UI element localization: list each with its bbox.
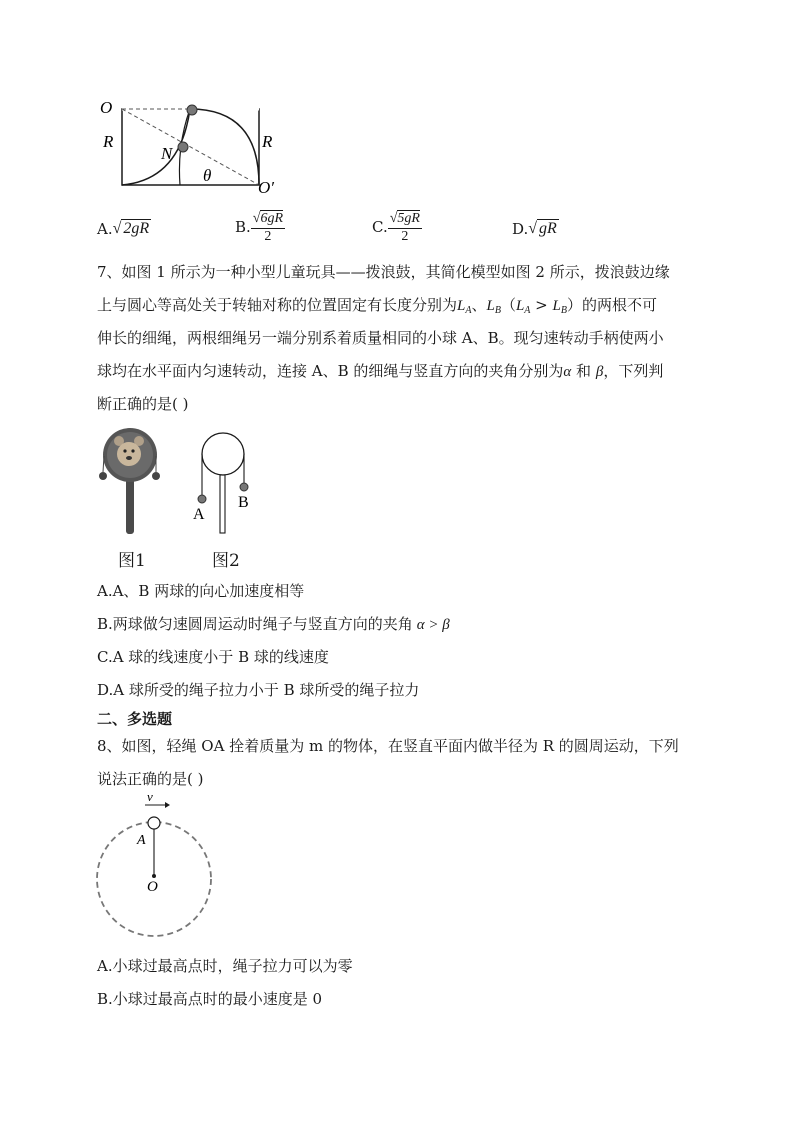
q7-LA: L [457,298,466,314]
q6-option-a-value: √ 2gR [112,220,150,237]
q6-option-c-frac: $\frac{√5gR}{2}$ [389,210,420,244]
fig1-bear-eye-right [131,449,134,452]
fig2-handle [220,475,225,533]
q7-option-b-text: B.两球做匀速圆周运动时绳子与竖直方向的夹角 [97,615,413,633]
q8-label-v: v [147,792,153,804]
fig6-diagonal [122,109,259,185]
q7-LA-sub: A [465,305,472,316]
q7-line-2-tail: 的两根不可 [581,296,657,314]
fig2-ball-a [198,495,206,503]
q7-line-4-tail: ，下列判 [603,362,664,380]
fig2-label-A: A [193,506,205,523]
q6-option-d [512,215,559,243]
q6-option-b-den: 2 [264,228,272,244]
q7-line-2-text: 上与圆心等高处关于转轴对称的位置固定有长度分别为 [97,296,458,314]
q6-option-c [372,206,422,248]
q7-LB: L [486,298,495,314]
fig6-ball-N [178,142,188,152]
q8-option-b: B.小球过最高点时的最小速度是 0 [97,990,323,1008]
fig1-handle [126,474,134,534]
q6-figure [95,95,305,200]
q6-option-c-num: 5gR [397,210,420,226]
q7-paren-close: ） [566,296,582,314]
q8-figure [95,792,215,942]
q7-line-1: 7、如图 1 所示为一种小型儿童玩具——拨浪鼓，其简化模型如图 2 所示，拨浪鼓边缘 [97,263,670,281]
fig6-label-Oprime: O′ [258,178,274,197]
q8-option-a: A.小球过最高点时，绳子拉力可以为零 [97,957,353,975]
q8-center-dot [152,874,156,878]
q6-option-b-frac: $\frac{√6gR}{2}$ [252,210,284,244]
fig1-bear-eye-left [123,449,126,452]
q7-LA-sub-2: A [524,305,531,316]
q7-option-a: A.A、B 两球的向心加速度相等 [97,582,305,600]
fig1-bear-face [117,442,141,466]
q7-line-5: 断正确的是( ) [97,395,189,413]
fig2-ball-b [240,483,248,491]
q7-paren-open: （ [500,296,516,314]
fig6-arc-right [190,109,259,185]
q8-ball [148,817,160,829]
q7-LA-2: L [515,298,525,314]
fig1-bead-left [99,472,107,480]
q6-option-b-prefix: B. [235,218,251,236]
fig2-drum [202,433,244,475]
q6-option-a [97,215,151,243]
q8-label-O: O [147,879,158,895]
fig6-label-O: O [100,98,113,117]
q7-figure-1 [95,424,165,536]
q7-beta: β [595,364,604,380]
q7-and: 和 [571,362,596,380]
q7-option-c: C.A 球的线速度小于 B 球的线速度 [97,648,329,666]
q7-option-d: D.A 球所受的绳子拉力小于 B 球所受的绳子拉力 [97,681,420,699]
q6-option-c-prefix: C. [372,218,388,236]
q6-option-a-prefix: A. [97,220,113,238]
section-2-title: 二、多选题 [97,710,173,728]
q7-option-b-relation: α > β [416,617,450,633]
q7-fig1-caption: 图1 [118,551,146,571]
fig6-label-R-left: R [103,132,114,151]
fig1-bear-nose [126,456,132,460]
fig6-label-theta: θ [203,166,212,185]
q7-alpha: α [563,364,572,380]
fig6-label-R-right: R [262,132,273,151]
fig6-label-N: N [161,144,173,163]
q7-cmp: > [530,296,553,314]
q6-option-c-den: 2 [401,228,409,244]
fig2-label-B: B [238,494,249,511]
q6-option-d-value: √ gR [528,220,557,237]
q8-velocity-arrowhead [165,802,170,808]
q7-line-4 [97,355,663,389]
q6-option-d-radicand: gR [539,220,557,237]
fig6-ball-top [187,105,197,115]
q7-fig2-caption: 图2 [212,551,240,571]
q7-option-b [97,608,450,642]
q7-LB-sub-2: B [560,305,567,316]
q7-LB-sub: B [494,305,501,316]
q7-sep: 、 [471,296,487,314]
q6-option-b-num: 6gR [260,210,284,226]
q8-line-1: 8、如图，轻绳 OA 拴着质量为 m 的物体，在竖直平面内做半径为 R 的圆周运动，下列 [97,737,679,755]
q6-option-b [235,206,285,248]
q6-option-a-radicand: 2gR [123,220,150,237]
fig1-bead-right [152,472,160,480]
q7-line-3: 伸长的细绳，两根细绳另一端分别系着质量相同的小球 A、B。现匀速转动手柄使两小 [97,329,664,347]
q6-option-d-prefix: D. [512,220,529,238]
q8-line-2: 说法正确的是( ) [97,770,204,788]
q7-line-4-text: 球均在水平面内匀速转动，连接 A、B 的细绳与竖直方向的夹角分别为 [97,362,564,380]
q7-figure-2 [188,424,258,536]
q7-LB-2: L [552,298,561,314]
q8-label-A: A [137,833,146,848]
